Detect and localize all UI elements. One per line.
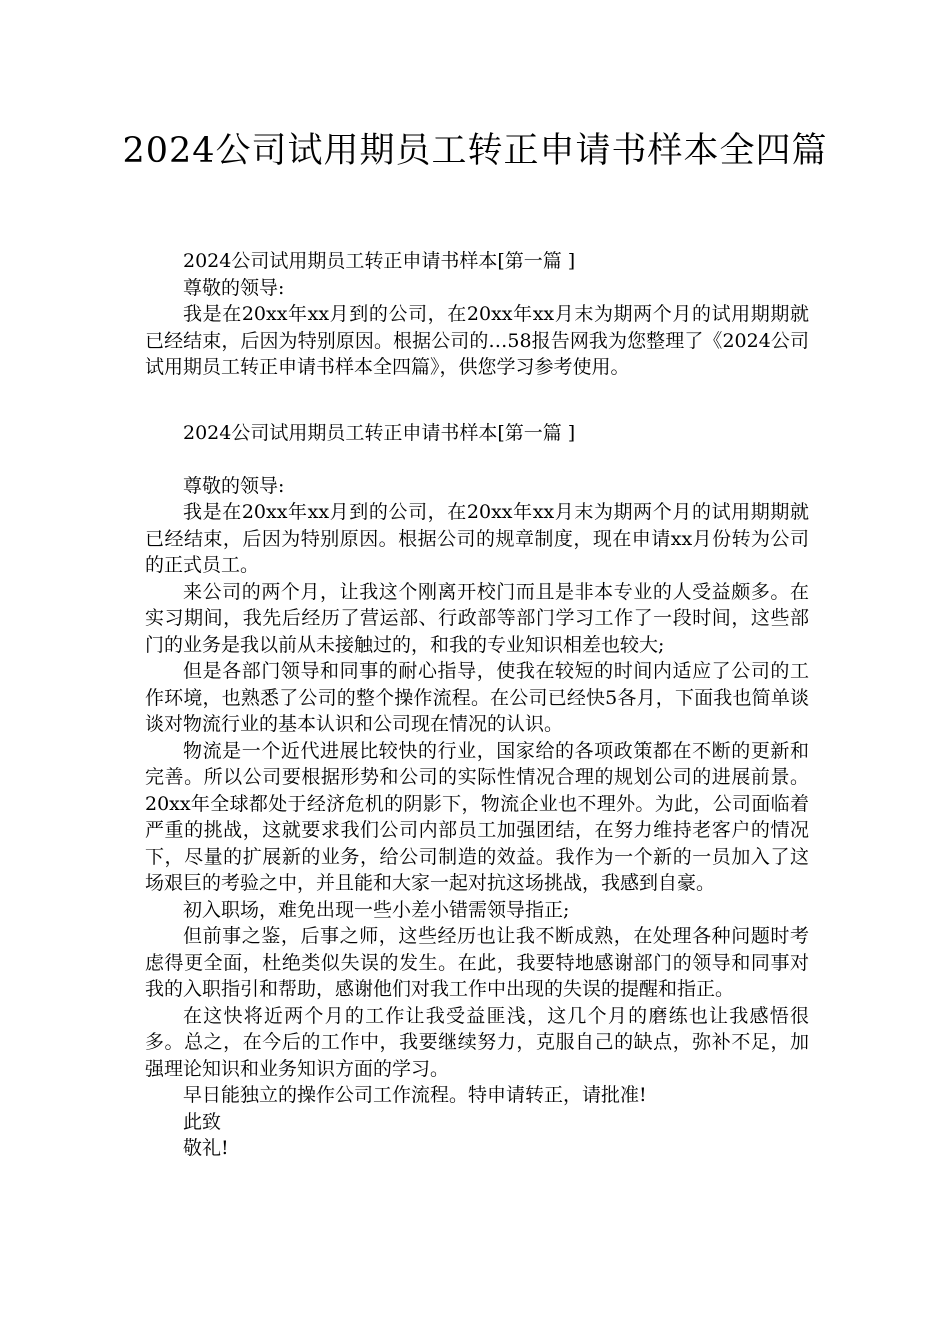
paragraph: 来公司的两个月，让我这个刚离开校门而且是非本专业的人受益颇多。在实习期间，我先后经历了营运部、行政部等部门学习工作了一段时间，这些部门的业务是我以前从未接触过的，和我的专业知识相差也较大; (145, 580, 809, 656)
summary-text: 我是在20xx年xx月到的公司，在20xx年xx月末为期两个月的试用期期就已经结束，后因为特别原因。根据公司的…58报告网我为您整理了《2024公司试用期员工转正申请书样本全四篇》，供您学习参考使用。 (145, 303, 809, 378)
paragraph: 但是各部门领导和同事的耐心指导，使我在较短的时间内适应了公司的工作环境，也熟悉了公司的整个操作流程。在公司已经快5各月，下面我也简单谈谈对物流行业的基本认识和公司现在情况的认识。 (145, 660, 809, 735)
paragraph: 物流是一个近代进展比较快的行业，国家给的各项政策都在不断的更新和完善。所以公司要根据形势和公司的实际性情况合理的规划公司的进展前景。20xx年全球都处于经济危机的阴影下，物流企业也不理外。为此，公司面临着严重的挑战，这就要求我们公司内部员工加强团结，在努力维持老客户的情况下，尽量的扩展新的业务，给公司制造的效益。我作为一个新的一员加入了这场艰巨的考验之中，并且能和大家一起对抗这场挑战，我感到自豪。 (145, 739, 809, 894)
paragraph: 早日能独立的操作公司工作流程。特申请转正，请批准! (183, 1084, 647, 1106)
section-gap (145, 447, 809, 473)
closing-line: 此致 (183, 1110, 222, 1133)
paragraph: 我是在20xx年xx月到的公司，在20xx年xx月末为期两个月的试用期期就已经结束，后因为特别原因。根据公司的规章制度，现在申请xx月份转为公司的正式员工。 (145, 501, 809, 576)
article-salutation: 尊敬的领导: (183, 474, 285, 497)
summary-heading: 2024公司试用期员工转正申请书样本[第一篇 ] (183, 250, 576, 272)
article-section (145, 420, 809, 1162)
summary-section (145, 248, 809, 381)
summary-salutation: 尊敬的领导: (183, 276, 285, 299)
paragraph: 但前事之鉴，后事之师，这些经历也让我不断成熟，在处理各种问题时考虑得更全面，杜绝类似失误的发生。在此，我要特地感谢部门的领导和同事对我的入职指引和帮助，感谢他们对我工作中出现的失误的提醒和指正。 (145, 925, 809, 1000)
regards-line: 敬礼! (183, 1137, 229, 1159)
paragraph: 初入职场，难免出现一些小差小错需领导指正; (183, 898, 570, 921)
paragraph: 在这快将近两个月的工作让我受益匪浅，这几个月的磨练也让我感悟很多。总之，在今后的工作中，我要继续努力，克服自己的缺点，弥补不足，加强理论知识和业务知识方面的学习。 (145, 1004, 809, 1080)
article-heading: 2024公司试用期员工转正申请书样本[第一篇 ] (183, 422, 576, 444)
document-title: 2024公司试用期员工转正申请书样本全四篇 (122, 131, 828, 171)
